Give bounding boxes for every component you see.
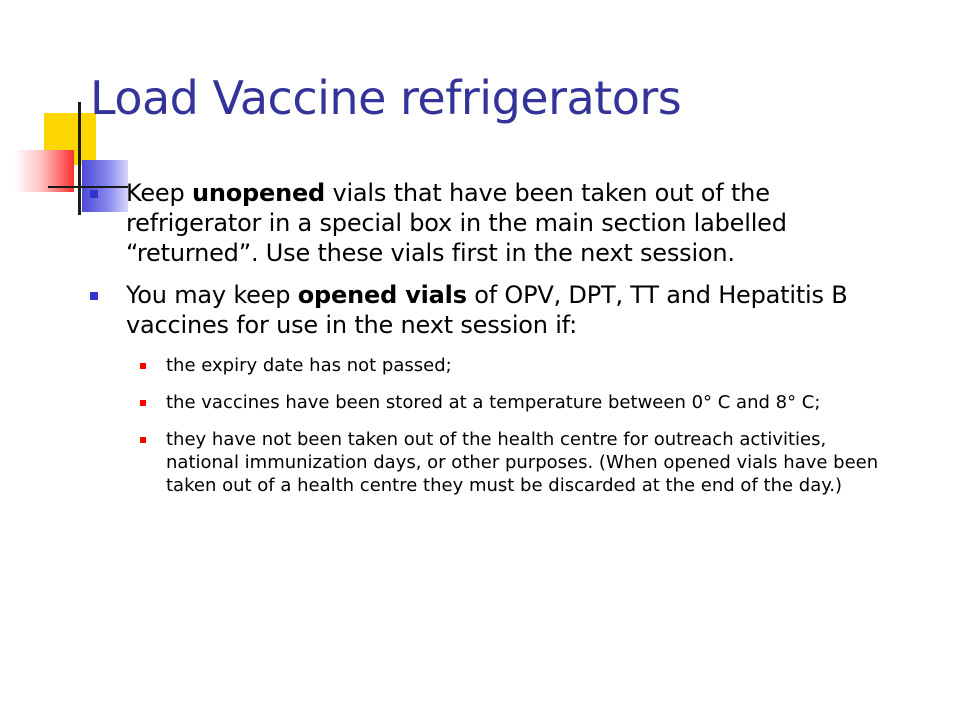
sub-bullet-list [90, 354, 890, 497]
red-square-bullet-icon [140, 437, 146, 443]
bullet-text-pre: You may keep [126, 281, 298, 309]
decorative-vertical-line [78, 102, 81, 215]
square-bullet-icon [90, 292, 98, 300]
sub-bullet-temperature [90, 391, 890, 414]
red-square-bullet-icon [140, 363, 146, 369]
bullet-text-post: vials that have been taken out of the refrigerator in a special box in the main section labelled “returned”. Use these vials first in the next session. [126, 179, 787, 267]
sub-bullet-expiry [90, 354, 890, 377]
bullet-text-bold: unopened [191, 179, 326, 207]
sub-bullet-text: the vaccines have been stored at a temperature between 0° C and 8° C; [166, 392, 821, 413]
square-bullet-icon [90, 190, 98, 198]
bullet-text-pre: Keep [126, 179, 192, 207]
sub-bullet-text: they have not been taken out of the health centre for outreach activities, national immunization days, or other purposes. (When opened vials have been taken out of a health centre they must be discarded at the end of the day.) [166, 429, 879, 496]
slide-title: Load Vaccine refrigerators [90, 71, 682, 125]
red-square-bullet-icon [140, 400, 146, 406]
bullet-text-bold: opened vials [297, 281, 467, 309]
bullet-opened-vials [90, 280, 890, 340]
sub-bullet-text: the expiry date has not passed; [166, 355, 452, 376]
slide-body [90, 178, 890, 511]
sub-bullet-outreach [90, 428, 890, 497]
bullet-unopened-vials [90, 178, 890, 268]
bullet-text-post: of OPV, DPT, TT and Hepatitis B vaccines for use in the next session if: [126, 281, 848, 339]
